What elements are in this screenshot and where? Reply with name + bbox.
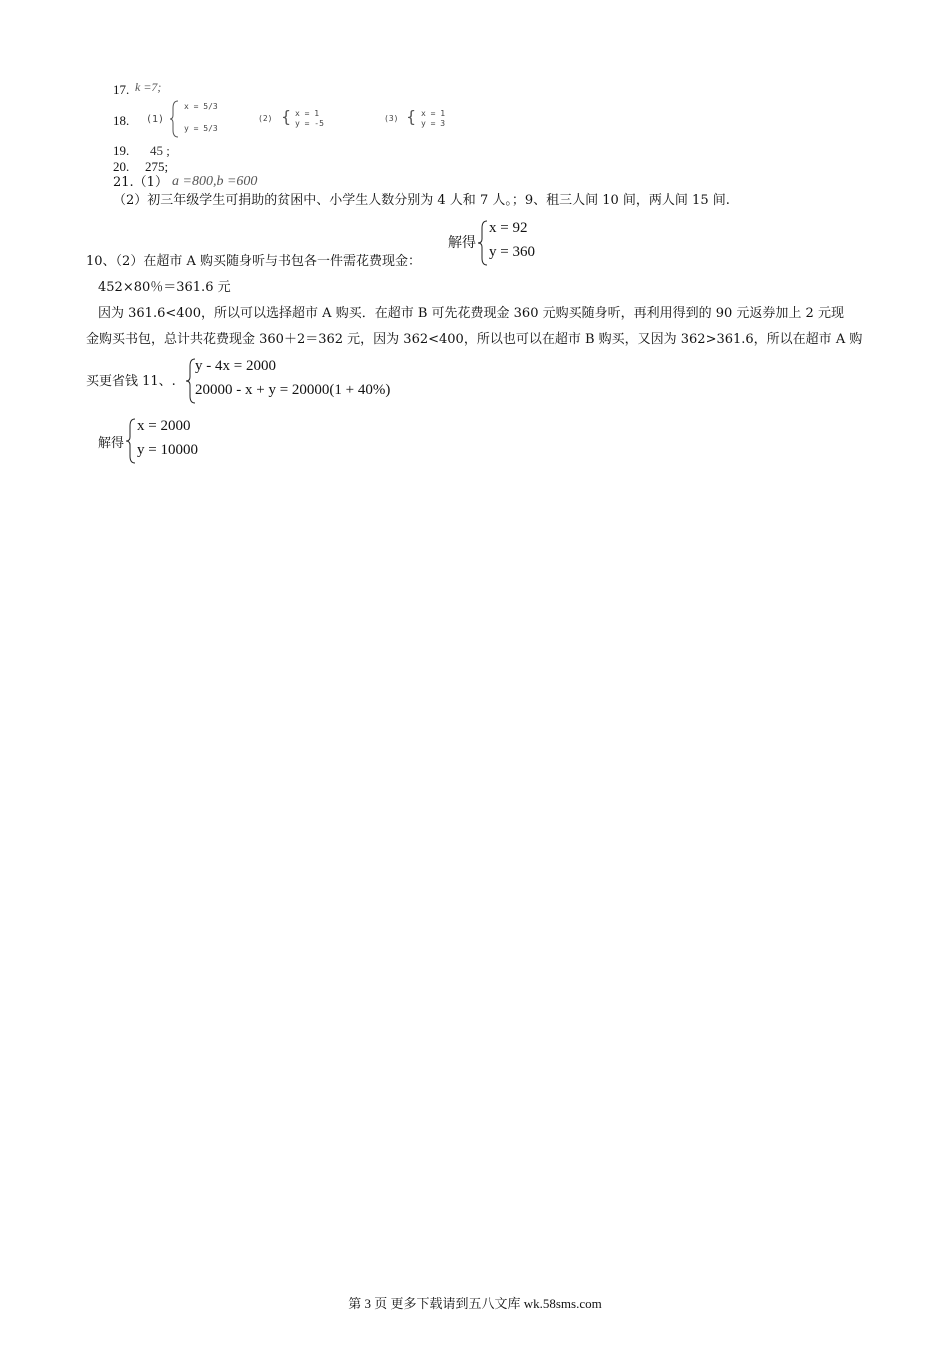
q11-equation-system [186, 356, 446, 406]
q17-answer: k =7; [135, 80, 162, 94]
page-footer: 第 3 页 更多下载请到五八文库 wk.58sms.com [348, 1296, 602, 1311]
q17-number: 17. [113, 82, 130, 97]
q18-part3-line1: x = 1 [421, 109, 446, 118]
q19-answer: 45 ; [150, 143, 170, 158]
solution-11-label: 解得 [98, 436, 125, 451]
q21-number: 21.（1） [113, 175, 168, 190]
solution-11-line2: y = 10000 [137, 442, 198, 458]
solution-11-brace [126, 418, 136, 464]
q18-part1-line1: x = 5/3 [184, 102, 218, 111]
solution-11 [98, 416, 238, 466]
solution-9-label: 解得 [448, 235, 476, 251]
q18-part1-line2: y = 5/3 [184, 124, 218, 133]
q18-part3-brace: { [406, 107, 417, 126]
q10-reason-line1: 因为 361.6<400，所以可以选择超市 A 购买．在超市 B 可先花费现金 360 元购买随身听，再利用得到的 90 元返券加上 2 元现 [98, 306, 844, 321]
q10-calculation: 452×80％＝361.6 元 [98, 280, 231, 295]
solution-9-line1: x = 92 [489, 220, 528, 236]
q10-intro: 10、（2）在超市 A 购买随身听与书包各一件需花费现金： [86, 254, 421, 269]
q21-part2-line: （2）初三年级学生可捐助的贫困中、小学生人数分别为 4 人和 7 人。；9、租三人间 10 间，两人间 15 间. [113, 193, 730, 208]
q18-part1-label: (1) [146, 114, 165, 125]
q10-reason-line3: 买更省钱 11、. [86, 374, 176, 389]
solution-11-line1: x = 2000 [137, 418, 191, 434]
q18-part2-line2: y = -5 [295, 119, 324, 128]
solution-9-brace [478, 220, 488, 266]
q19-number: 19. [113, 143, 130, 158]
q18-number: 18. [113, 113, 130, 128]
q18-part3-line2: y = 3 [421, 119, 446, 128]
q18-part3-label: (3) [384, 114, 399, 123]
solution-9 [448, 218, 568, 268]
q20-answer: 275; [145, 159, 169, 174]
q10-reason-line2: 金购买书包，总计共花费现金 360＋2＝362 元，因为 362<400，所以也可以在超市 B 购买，又因为 362>361.6，所以在超市 A 购 [86, 332, 863, 347]
q18-part2-brace: { [281, 107, 292, 126]
q11-equation1: y - 4x = 2000 [195, 358, 276, 374]
q21-answer: a =800,b =600 [172, 174, 258, 189]
q18-part1-brace [170, 100, 180, 138]
solution-9-line2: y = 360 [489, 244, 535, 260]
q20-number: 20. [113, 159, 130, 174]
q18-part2-label: (2) [258, 114, 273, 123]
q18-part2-line1: x = 1 [295, 109, 320, 118]
q11-equation2: 20000 - x + y = 20000(1 + 40%) [195, 382, 391, 398]
